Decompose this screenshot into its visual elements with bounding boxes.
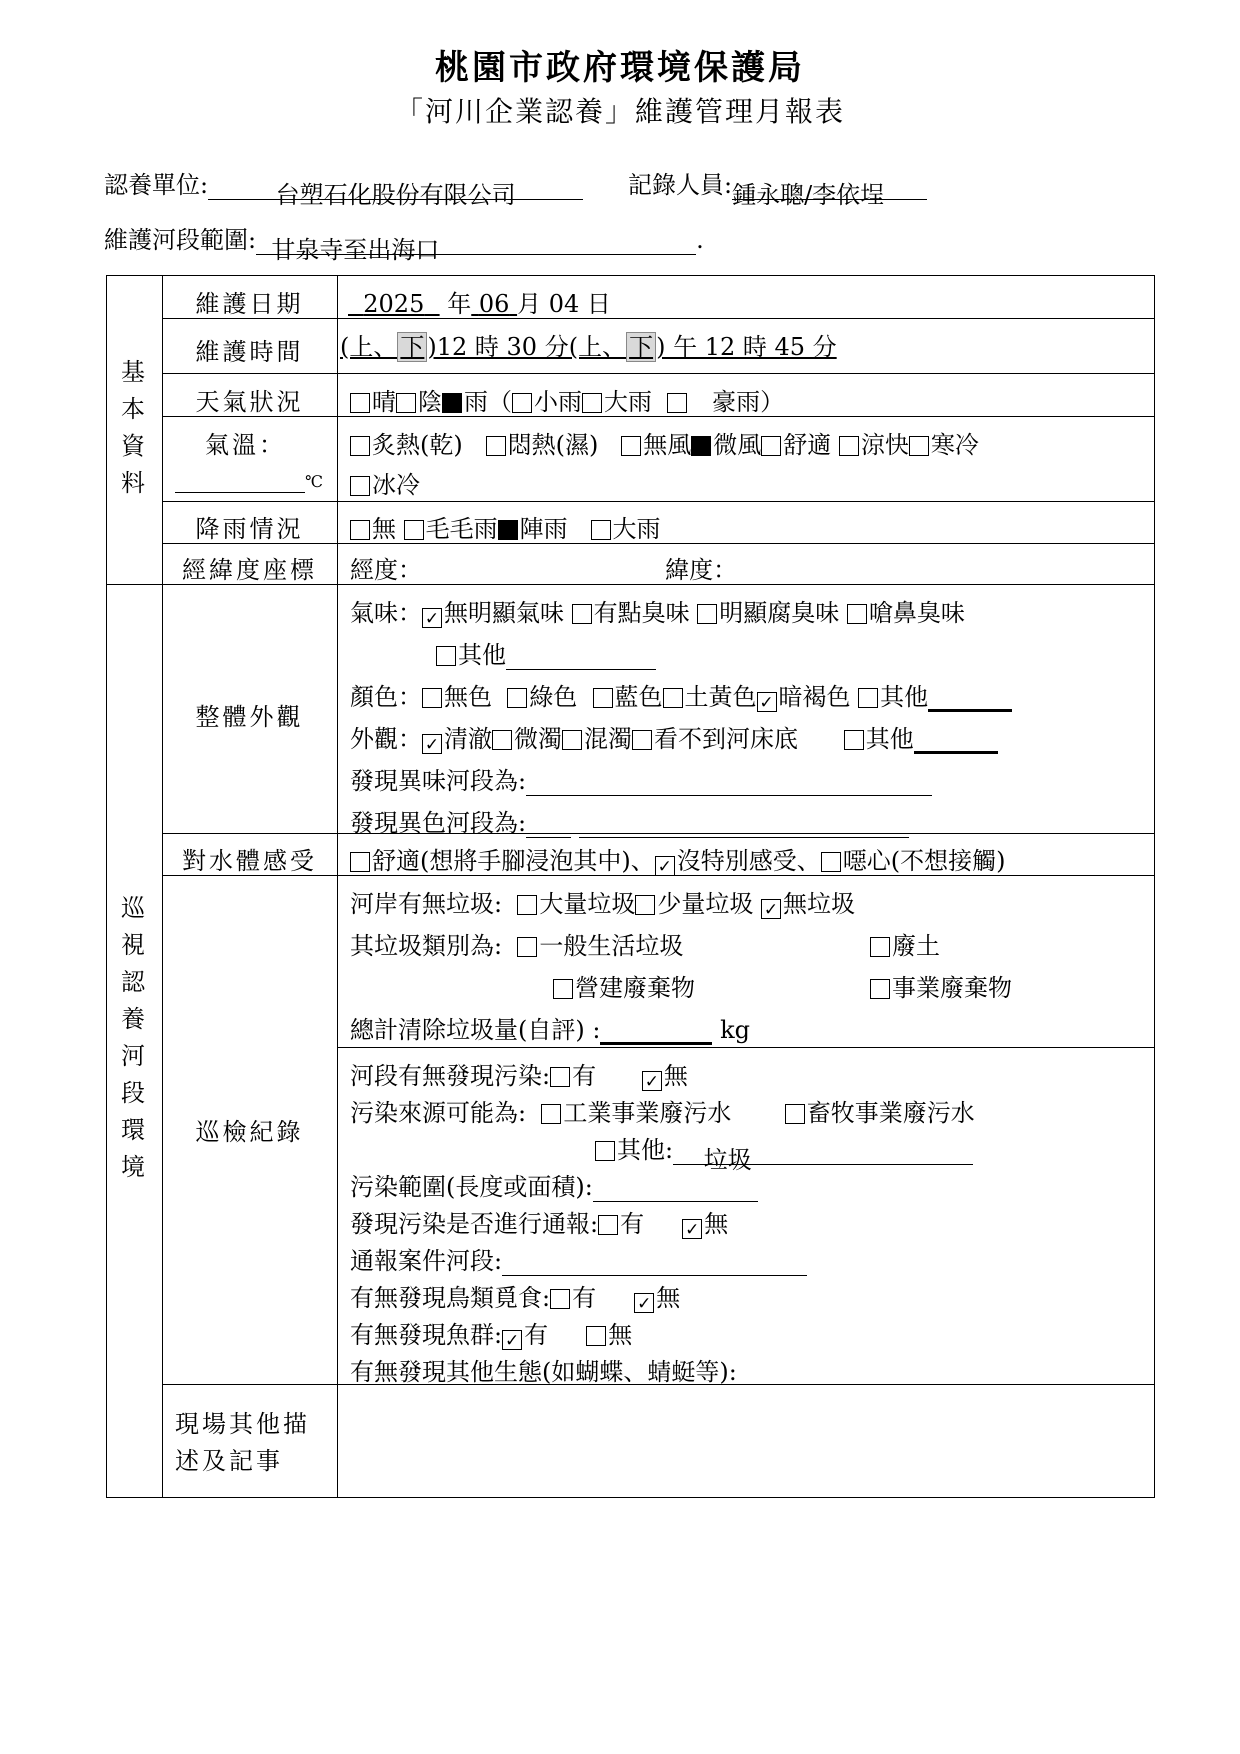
date-month-text: 06: [478, 290, 510, 318]
checkbox[interactable]: [492, 730, 512, 750]
checkbox[interactable]: [844, 730, 864, 750]
bank-opt: 少量垃圾: [657, 890, 754, 918]
checkbox-filled[interactable]: [442, 393, 462, 413]
section-patrol-label: 巡 視 認 養 河 段 環 境: [121, 894, 145, 1181]
temp-options-2: [350, 465, 420, 500]
rain-opt: 陣雨: [519, 515, 568, 543]
checkbox[interactable]: [870, 979, 890, 999]
total-input[interactable]: [600, 1018, 712, 1045]
checkbox[interactable]: [847, 604, 867, 624]
type-row-b: [870, 926, 940, 961]
coords-value: [350, 550, 957, 585]
date-year-text: 2025: [363, 290, 425, 318]
checkbox[interactable]: [697, 604, 717, 624]
checkbox[interactable]: [562, 730, 582, 750]
color-opt: 藍色: [614, 683, 663, 711]
checkbox[interactable]: [553, 979, 573, 999]
other-input[interactable]: [673, 1140, 973, 1174]
form-title: 「河川企業認養」維護管理月報表: [394, 95, 845, 128]
feeling-options: [350, 841, 1005, 876]
report-row: [350, 1204, 728, 1239]
checkbox[interactable]: [507, 688, 527, 708]
checkbox[interactable]: [839, 436, 859, 456]
temp-opt: 無風: [643, 431, 692, 459]
case-input[interactable]: [502, 1251, 807, 1276]
odor-opt: 其他: [458, 641, 506, 669]
type-opt: 事業廢棄物: [892, 974, 1012, 1002]
eco-label: 有無發現其他生態(如蝴蝶、蜻蜓等):: [350, 1358, 737, 1386]
color-opt: 其他: [880, 683, 929, 711]
odor-opt: 無明顯氣味: [444, 599, 564, 627]
odor-section-label: 發現異味河段為:: [350, 767, 527, 795]
temp-opt: 寒冷: [930, 431, 979, 459]
checkbox[interactable]: [761, 436, 781, 456]
section-basic-label: 基 本 資 料: [121, 358, 145, 497]
weather-light: 小雨: [534, 388, 582, 416]
temp-opt: 涼快: [860, 431, 909, 459]
date-value: [348, 284, 611, 319]
rain-opt: 無: [372, 515, 396, 543]
type-opt: 廢土: [892, 932, 940, 960]
recorder-label: 記錄人員:: [628, 171, 733, 199]
checkbox[interactable]: [591, 520, 611, 540]
checkbox[interactable]: [517, 937, 537, 957]
feeling-opt: 噁心(不想接觸): [842, 847, 1006, 875]
checkbox-checked[interactable]: ✓: [502, 1330, 522, 1350]
total-row: [350, 1010, 750, 1045]
checkbox-checked[interactable]: ✓: [757, 692, 777, 712]
bank-label: 河岸有無垃圾:: [350, 890, 503, 918]
checkbox-checked[interactable]: ✓: [655, 856, 675, 876]
temp-value: [175, 465, 323, 493]
color-opt: 無色: [444, 683, 492, 711]
opt-no: 無: [663, 1062, 688, 1090]
temp-opt: 炙熱(乾): [372, 431, 463, 459]
report-label: 發現污染是否進行通報:: [350, 1210, 599, 1238]
checkbox[interactable]: [595, 1141, 615, 1161]
fish-row: [350, 1315, 632, 1350]
extent-label: 污染範圍(長度或面積):: [350, 1173, 593, 1201]
total-label: 總計清除垃圾量(自評) :: [350, 1016, 601, 1044]
checkbox-filled[interactable]: [498, 520, 518, 540]
lon-label: 經度：: [350, 556, 422, 584]
checkbox[interactable]: [785, 1104, 805, 1124]
weather-heavy: 大雨: [604, 388, 652, 416]
checkbox[interactable]: [541, 1104, 561, 1124]
source-other-row: [595, 1130, 973, 1174]
case-label: 通報案件河段:: [350, 1247, 503, 1275]
type-row-2b: [870, 968, 1012, 1003]
source-opt: 工業事業廢污水: [563, 1099, 732, 1127]
look-opt: 混濁: [584, 725, 632, 753]
checkbox[interactable]: [486, 436, 506, 456]
color-row: [350, 677, 1012, 712]
temp-opt: 冰冷: [372, 471, 420, 499]
checkbox[interactable]: [396, 393, 416, 413]
date-day: 04: [548, 290, 580, 318]
date-day-unit: 日: [586, 290, 611, 318]
type-opt: 營建廢棄物: [575, 974, 695, 1002]
unit-label: 認養單位:: [104, 171, 209, 199]
weather-cloudy: 陰: [418, 388, 442, 416]
type-label: 其垃圾類別為:: [350, 932, 503, 960]
lat-input[interactable]: [737, 560, 957, 585]
other-desc-field[interactable]: [345, 1392, 1145, 1487]
checkbox[interactable]: [821, 852, 841, 872]
eco-row: [350, 1352, 737, 1387]
rain-options: [350, 509, 661, 544]
weather-options: [350, 382, 784, 417]
odor-opt: 明顯腐臭味: [719, 599, 840, 627]
checkbox[interactable]: [550, 1067, 570, 1087]
rain-label: 降雨情況: [195, 515, 304, 543]
odor-other-input[interactable]: [506, 645, 656, 670]
unit-value-text: 台塑石化股份有限公司: [275, 181, 516, 209]
checkbox-checked[interactable]: ✓: [761, 899, 781, 919]
checkbox[interactable]: [598, 1215, 618, 1235]
lat-label: 緯度：: [665, 556, 738, 584]
other-value: 垃圾: [703, 1146, 752, 1174]
extent-row: [350, 1167, 758, 1202]
weather-rain: 雨（: [464, 388, 512, 416]
color-section-row: [350, 803, 909, 838]
rain-opt: 毛毛雨: [425, 515, 498, 543]
source-label: 污染來源可能為:: [350, 1099, 527, 1127]
odor-opt: 嗆鼻臭味: [868, 599, 965, 627]
bank-opt: 無垃圾: [783, 890, 855, 918]
opt-no: 無: [656, 1284, 681, 1312]
range-end: .: [696, 226, 704, 254]
temp-unit: ℃: [305, 472, 323, 491]
patrol-label: 巡檢紀錄: [195, 1118, 304, 1146]
checkbox-checked[interactable]: ✓: [634, 1293, 654, 1313]
temp-opt: 悶熱(濕): [507, 431, 599, 459]
temp-label: 氣溫：: [205, 431, 286, 459]
odor-section-input[interactable]: [526, 771, 932, 796]
source-row: [350, 1093, 975, 1128]
bank-row: [350, 884, 855, 919]
unit-value: [208, 175, 583, 209]
checkbox[interactable]: [586, 1326, 606, 1346]
date-label: 維護日期: [195, 290, 304, 318]
checkbox[interactable]: [909, 436, 929, 456]
look-opt: 微濁: [514, 725, 562, 753]
type-row: [350, 926, 683, 961]
lon-input[interactable]: [422, 560, 627, 585]
color-opt: 綠色: [529, 683, 578, 711]
checkbox[interactable]: [350, 852, 370, 872]
checkbox[interactable]: [593, 688, 613, 708]
range-value-text: 甘泉寺至出海口: [271, 236, 440, 264]
other-label: 其他:: [617, 1136, 674, 1164]
recorder-value-text: 鍾永聰/李依埕: [732, 181, 885, 209]
date-year-unit: 年: [447, 290, 472, 318]
look-other-input[interactable]: [914, 727, 998, 754]
temp-opt: 微風: [713, 431, 762, 459]
checkbox[interactable]: [621, 436, 641, 456]
temp-options-1: [350, 425, 979, 460]
recorder-value: [732, 175, 927, 209]
date-year: [348, 290, 440, 318]
type-opt: 一般生活垃圾: [539, 932, 684, 960]
feeling-label: 對水體感受: [182, 847, 317, 875]
fish-label: 有無發現魚群:: [350, 1321, 503, 1349]
other-desc-label-1: 現場其他描: [175, 1410, 310, 1438]
time-label: 維護時間: [195, 338, 304, 366]
color-label: 顏色：: [350, 683, 422, 711]
color-section-input-2[interactable]: [579, 813, 909, 838]
checkbox[interactable]: [436, 646, 456, 666]
feeling-opt: 舒適(想將手腳浸泡其中)、: [372, 847, 655, 875]
checkbox[interactable]: [350, 520, 370, 540]
checkbox[interactable]: [635, 895, 655, 915]
range-label: 維護河段範圍:: [104, 226, 257, 254]
source-opt: 畜牧事業廢污水: [806, 1099, 975, 1127]
checkbox-filled[interactable]: [691, 436, 711, 456]
checkbox[interactable]: [667, 393, 687, 413]
look-opt: 清澈: [444, 725, 492, 753]
birds-row: [350, 1278, 680, 1313]
appearance-label: 整體外觀: [195, 703, 304, 731]
checkbox[interactable]: [572, 604, 592, 624]
odor-label: 氣味：: [350, 599, 422, 627]
temp-blank: [175, 468, 305, 493]
checkbox[interactable]: [512, 393, 532, 413]
opt-no: 無: [608, 1321, 633, 1349]
date-month: [471, 290, 517, 318]
look-opt: 看不到河床底: [654, 725, 798, 753]
weather-label: 天氣狀況: [195, 388, 304, 416]
odor-opt: 有點臭味: [593, 599, 690, 627]
coords-label: 經緯度座標: [182, 556, 317, 584]
opt-yes: 有: [572, 1062, 597, 1090]
color-opt: 暗褐色: [778, 683, 851, 711]
range-row: [104, 220, 704, 264]
checkbox[interactable]: [350, 476, 370, 496]
case-row: [350, 1241, 807, 1276]
pollution-label: 河段有無發現污染:: [350, 1062, 551, 1090]
unit-row: [104, 165, 583, 209]
other-desc-label-2: 述及記事: [175, 1447, 283, 1475]
checkbox[interactable]: [632, 730, 652, 750]
pollution-row: [350, 1056, 688, 1091]
time-value: (上、 下 )12 時 30 分(上、 下 ) 午 12 時 45 分: [340, 333, 837, 361]
recorder-row: [628, 165, 927, 209]
odor-other-row: [436, 635, 656, 670]
opt-yes: 有: [620, 1210, 645, 1238]
type-row-2: [553, 968, 695, 1003]
checkbox-checked[interactable]: ✓: [642, 1071, 662, 1091]
color-opt: 土黃色: [684, 683, 757, 711]
checkbox-checked[interactable]: ✓: [682, 1219, 702, 1239]
color-section-label: 發現異色河段為:: [350, 809, 527, 837]
look-label: 外觀：: [350, 725, 422, 753]
opt-yes: 有: [524, 1321, 549, 1349]
bank-opt: 大量垃圾: [539, 890, 636, 918]
rain-opt: 大雨: [612, 515, 661, 543]
date-month-unit: 月: [517, 290, 542, 318]
look-opt: 其他: [865, 725, 914, 753]
checkbox-checked[interactable]: ✓: [422, 608, 442, 628]
opt-no: 無: [704, 1210, 729, 1238]
checkbox[interactable]: [582, 393, 602, 413]
checkbox[interactable]: [350, 436, 370, 456]
odor-section-row: [350, 761, 932, 796]
feeling-opt: 沒特別感受、: [676, 847, 821, 875]
checkbox[interactable]: [870, 937, 890, 957]
weather-sunny: 晴: [372, 388, 396, 416]
total-unit: kg: [720, 1016, 750, 1044]
look-row: [350, 719, 998, 754]
agency-title: 桃園市政府環境保護局: [435, 48, 805, 88]
extent-input[interactable]: [593, 1177, 758, 1202]
temp-opt: 舒適: [783, 431, 832, 459]
checkbox[interactable]: [663, 688, 683, 708]
checkbox[interactable]: [550, 1289, 570, 1309]
weather-storm: 豪雨）: [712, 388, 785, 416]
checkbox-checked[interactable]: ✓: [422, 734, 442, 754]
odor-row: [350, 593, 965, 628]
color-section-input-1[interactable]: [526, 813, 571, 838]
checkbox[interactable]: [858, 688, 878, 708]
birds-label: 有無發現鳥類覓食:: [350, 1284, 551, 1312]
checkbox[interactable]: [404, 520, 424, 540]
checkbox[interactable]: [350, 393, 370, 413]
checkbox[interactable]: [517, 895, 537, 915]
color-other-input[interactable]: [928, 685, 1012, 712]
range-value: [256, 230, 696, 264]
checkbox[interactable]: [422, 688, 442, 708]
opt-yes: 有: [572, 1284, 597, 1312]
